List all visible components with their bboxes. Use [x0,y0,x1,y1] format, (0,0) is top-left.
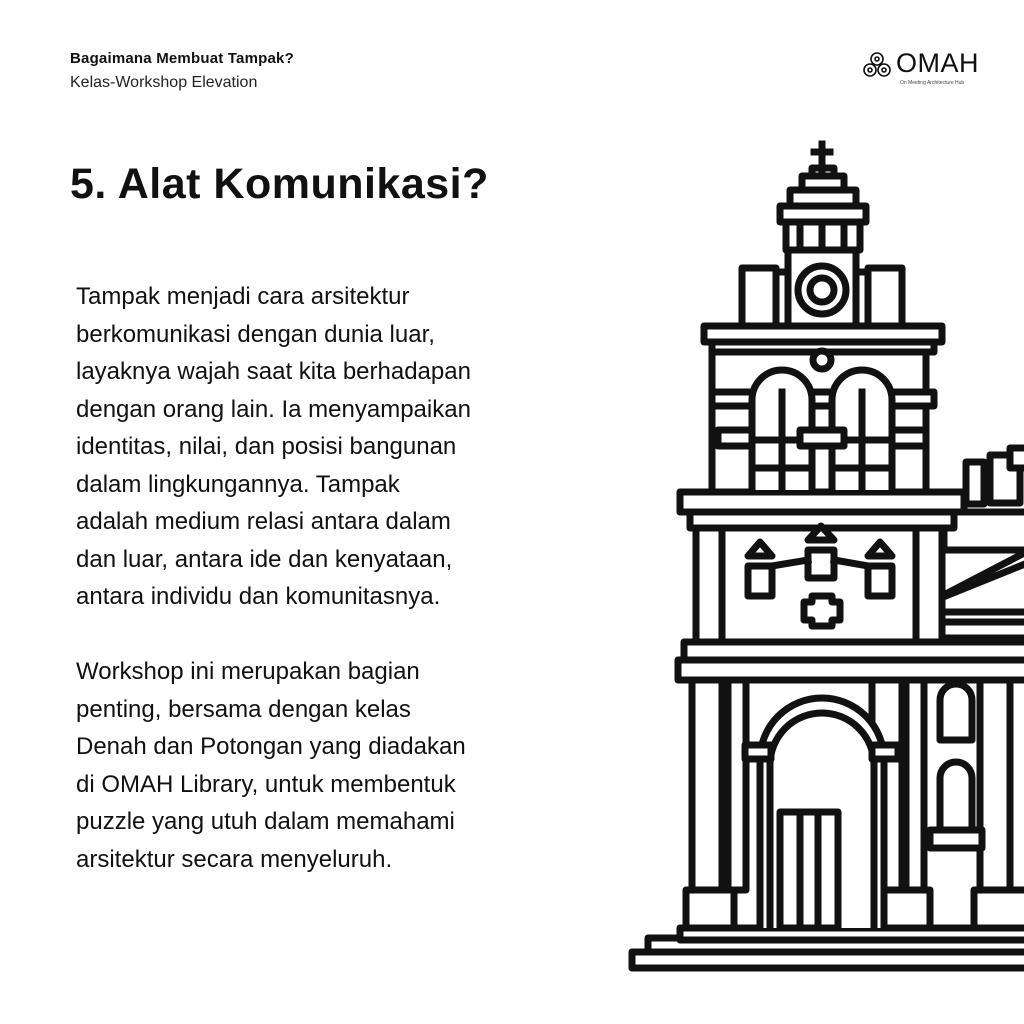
body-text [76,278,586,878]
header-title: Bagaimana Membuat Tampak? [70,50,294,67]
logo-tagline: On Meeting Architecture Hub [900,80,965,86]
paragraph: Workshop ini merupakan bagian penting, bersama dengan kelas Denah dan Potongan yang diadakan di OMAH Library, untuk membentuk puzzle yang utuh dalam memahami arsitektur secara menyeluruh. [76,658,466,873]
triple-circle-logo-icon [862,52,892,78]
logo-wordmark: OMAH [896,48,979,78]
header-subtitle: Kelas-Workshop Elevation [70,74,258,91]
page-title: 5. Alat Komunikasi? [70,160,489,208]
paragraph: Tampak menjadi cara arsitektur berkomunikasi dengan dunia luar, layaknya wajah saat kita berhadapan dengan orang lain. Ia menyampaikan identitas, nilai, dan posisi bangunan dalam lingkungannya. Tampak adalah medium relasi antara dalam dan luar, antara ide dan kenyataan, antara individu dan komunitasnya. [76,283,471,610]
omah-logo [862,48,982,90]
church-facade-illustration [620,135,1024,980]
